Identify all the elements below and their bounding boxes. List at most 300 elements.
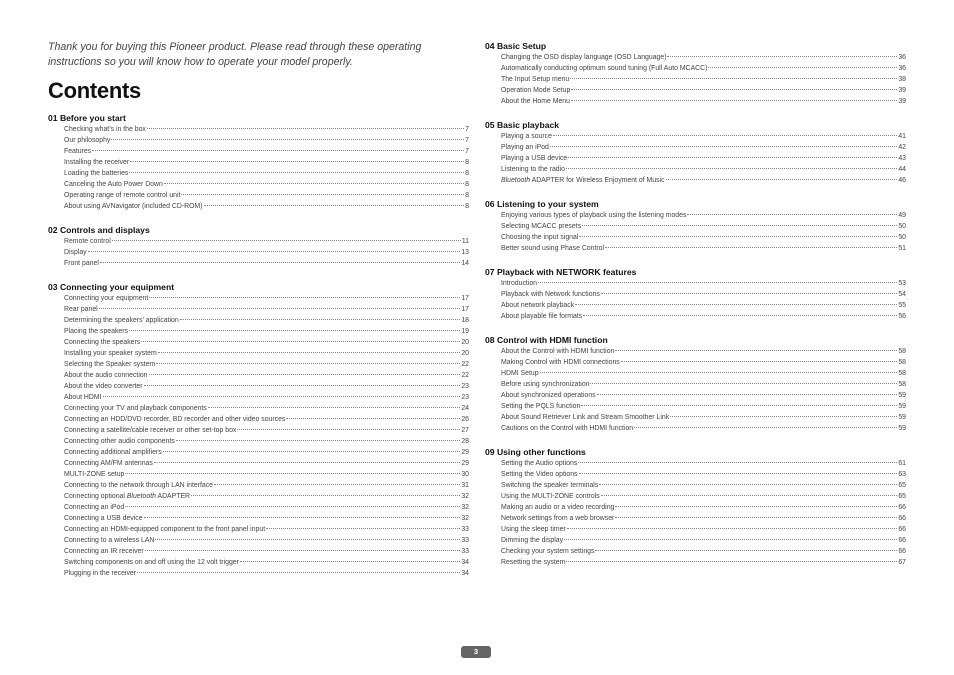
toc-entry[interactable] (485, 412, 906, 423)
dot-leader (176, 440, 461, 441)
toc-entry-page: 66 (898, 504, 906, 511)
toc-entry-page: 20 (461, 350, 469, 357)
toc-entry-page: 66 (898, 526, 906, 533)
toc-entry-page: 7 (465, 126, 469, 133)
dot-leader (149, 297, 460, 298)
dot-leader (615, 506, 897, 507)
section-heading: 04 Basic Setup (485, 41, 547, 51)
toc-entry[interactable] (48, 337, 469, 348)
toc-entry-title: Rear panel (64, 306, 98, 313)
toc-entry-title: Connecting to the network through LAN interface (64, 482, 214, 489)
toc-entry-page: 53 (898, 280, 906, 287)
dot-leader (568, 157, 897, 158)
toc-entry-page: 17 (461, 306, 469, 313)
toc-entry[interactable] (48, 447, 469, 458)
dot-leader (601, 293, 898, 294)
dot-leader (99, 308, 461, 309)
toc-entry-page: 41 (898, 133, 906, 140)
toc-entry-page: 20 (461, 339, 469, 346)
toc-entry-title: Connecting the speakers (64, 339, 141, 346)
dot-leader (129, 330, 460, 331)
toc-entry-title: About the Control with HDMI function (501, 348, 615, 355)
toc-entry-title: Connecting an IR receiver (64, 548, 144, 555)
toc-entry-page: 46 (898, 177, 906, 184)
toc-entry[interactable] (48, 403, 469, 414)
toc-entry[interactable] (48, 135, 469, 146)
toc-entry-title: Listening to the radio (501, 166, 565, 173)
dot-leader (180, 319, 461, 320)
toc-entry-page: 19 (461, 328, 469, 335)
toc-entry-title: Selecting MCACC presets (501, 223, 582, 230)
dot-leader (581, 405, 897, 406)
dot-leader (266, 528, 460, 529)
toc-entry-title: Better sound using Phase Control (501, 245, 605, 252)
toc-entry[interactable] (48, 414, 469, 425)
toc-entry[interactable] (48, 315, 469, 326)
toc-entry[interactable] (48, 469, 469, 480)
toc-entry-title: Connecting optional Bluetooth ADAPTER (64, 493, 191, 500)
toc-entry[interactable] (485, 210, 906, 221)
toc-entry[interactable] (485, 458, 906, 469)
toc-entry[interactable] (485, 357, 906, 368)
toc-entry[interactable] (48, 258, 469, 269)
toc-section (48, 282, 469, 579)
toc-entry[interactable] (485, 153, 906, 164)
toc-entry-page: 50 (898, 223, 906, 230)
dot-leader (666, 179, 898, 180)
toc-entry-page: 32 (461, 493, 469, 500)
toc-entry-page: 8 (465, 181, 469, 188)
toc-entry-title: About synchronized operations (501, 392, 596, 399)
toc-entry-page: 59 (898, 414, 906, 421)
toc-entry[interactable] (485, 232, 906, 243)
dot-leader (112, 240, 461, 241)
toc-entry-title: Our philosophy (64, 137, 111, 144)
toc-entry[interactable] (485, 469, 906, 480)
toc-entry-title: Connecting AM/FM antennas (64, 460, 153, 467)
toc-entry-page: 30 (461, 471, 469, 478)
section-heading: 08 Control with HDMI function (485, 335, 608, 345)
toc-entry-page: 31 (461, 482, 469, 489)
dot-leader (111, 139, 464, 140)
toc-entry-title: About using AVNavigator (included CD-ROM) (64, 203, 203, 210)
toc-entry-title: Connecting additional amplifiers (64, 449, 162, 456)
toc-entry-title: Using the sleep timer (501, 526, 566, 533)
toc-entry[interactable] (485, 390, 906, 401)
dot-leader (567, 528, 898, 529)
dot-leader (599, 484, 897, 485)
toc-entry-title: Enjoying various types of playback using the listening modes (501, 212, 687, 219)
toc-entry[interactable] (48, 425, 469, 436)
toc-entry-title: About the Home Menu (501, 98, 570, 105)
toc-entry[interactable] (48, 179, 469, 190)
toc-entry-page: 23 (461, 383, 469, 390)
toc-entry-page: 55 (898, 302, 906, 309)
toc-entry-page: 63 (898, 471, 906, 478)
toc-entry-title: Selecting the Speaker system (64, 361, 156, 368)
toc-section (48, 113, 469, 212)
toc-entry-page: 34 (461, 570, 469, 577)
toc-entry[interactable] (485, 491, 906, 502)
toc-entry[interactable] (48, 304, 469, 315)
toc-entry-title: Checking what’s in the box (64, 126, 146, 133)
toc-entry-page: 50 (898, 234, 906, 241)
toc-entry[interactable] (485, 480, 906, 491)
toc-entry[interactable] (48, 392, 469, 403)
toc-entry[interactable] (485, 300, 906, 311)
toc-entry-page: 33 (461, 526, 469, 533)
toc-entry[interactable] (485, 289, 906, 300)
toc-entry-title: Loading the batteries (64, 170, 129, 177)
dot-leader (204, 205, 465, 206)
toc-entry[interactable] (48, 458, 469, 469)
toc-entry[interactable] (485, 142, 906, 153)
toc-entry-title: Making an audio or a video recording (501, 504, 615, 511)
section-heading: 07 Playback with NETWORK features (485, 267, 637, 277)
toc-entry-title: Connecting other audio components (64, 438, 175, 445)
dot-leader (670, 416, 897, 417)
toc-section (485, 267, 906, 322)
dot-leader (181, 194, 464, 195)
toc-entry-title: Front panel (64, 260, 99, 267)
toc-entry-page: 17 (461, 295, 469, 302)
dot-leader (144, 385, 461, 386)
toc-entry-title: Connecting an HDD/DVD recorder, BD recorder and other video sources (64, 416, 286, 423)
dot-leader (615, 350, 897, 351)
dot-leader (566, 561, 897, 562)
toc-entry-title: About the audio connection (64, 372, 148, 379)
dot-leader (147, 128, 464, 129)
toc-entry-page: 22 (461, 361, 469, 368)
dot-leader (164, 183, 464, 184)
toc-entry[interactable] (485, 401, 906, 412)
toc-entry-title: Dimming the display (501, 537, 564, 544)
toc-entry-page: 59 (898, 403, 906, 410)
dot-leader (540, 372, 898, 373)
toc-entry-title: Introduction (501, 280, 538, 287)
toc-entry[interactable] (485, 243, 906, 254)
toc-entry[interactable] (485, 63, 906, 74)
toc-entry-page: 22 (461, 372, 469, 379)
toc-entry[interactable] (48, 146, 469, 157)
toc-entry-title: About Sound Retriever Link and Stream Smoother Link (501, 414, 670, 421)
page-number-badge: 3 (461, 646, 491, 658)
toc-entry[interactable] (48, 236, 469, 247)
toc-entry-page: 59 (898, 425, 906, 432)
dot-leader (564, 539, 897, 540)
dot-leader (149, 374, 461, 375)
toc-entry-page: 24 (461, 405, 469, 412)
toc-entry-title: Plugging in the receiver (64, 570, 137, 577)
dot-leader (634, 427, 897, 428)
toc-entry-title: Connecting an iPod (64, 504, 125, 511)
dot-leader (208, 407, 461, 408)
toc-entry[interactable] (48, 168, 469, 179)
dot-leader (240, 561, 460, 562)
section-heading: 01 Before you start (48, 113, 126, 123)
toc-entry-title: Connecting your TV and playback components (64, 405, 207, 412)
toc-entry-page: 59 (898, 392, 906, 399)
toc-entry-page: 56 (898, 313, 906, 320)
toc-entry[interactable] (48, 247, 469, 258)
toc-entry-page: 8 (465, 192, 469, 199)
toc-entry-title: Network settings from a web browser (501, 515, 615, 522)
toc-entry[interactable] (485, 164, 906, 175)
toc-entry[interactable] (48, 524, 469, 535)
toc-entry-title: Using the MULTI-ZONE controls (501, 493, 600, 500)
toc-entry[interactable] (48, 359, 469, 370)
toc-entry-title: Connecting an HDMI-equipped component to the front panel input (64, 526, 266, 533)
toc-entry-title: Playing a source (501, 133, 552, 140)
toc-entry[interactable] (48, 546, 469, 557)
toc-entry[interactable] (485, 524, 906, 535)
toc-entry-page: 32 (461, 504, 469, 511)
toc-entry-title: Resetting the system (501, 559, 566, 566)
dot-leader (137, 572, 460, 573)
toc-entry-title: Features (64, 148, 92, 155)
toc-entry-title: Switching the speaker terminals (501, 482, 599, 489)
toc-entry[interactable] (485, 346, 906, 357)
dot-leader (154, 462, 460, 463)
dot-leader (571, 100, 897, 101)
dot-leader (578, 462, 897, 463)
dot-leader (579, 473, 898, 474)
toc-entry-title: Changing the OSD display language (OSD Language) (501, 54, 667, 61)
toc-entry-page: 38 (898, 76, 906, 83)
toc-entry[interactable] (485, 379, 906, 390)
toc-entry[interactable] (48, 348, 469, 359)
toc-entry[interactable] (485, 311, 906, 322)
toc-entry[interactable] (485, 535, 906, 546)
toc-entry-title: Playing an iPod (501, 144, 549, 151)
toc-entry[interactable] (48, 535, 469, 546)
section-heading: 05 Basic playback (485, 120, 560, 130)
toc-entry-page: 34 (461, 559, 469, 566)
dot-leader (605, 247, 897, 248)
dot-leader (590, 383, 897, 384)
toc-entry[interactable] (485, 52, 906, 63)
toc-entry-title: About playable file formats (501, 313, 583, 320)
toc-entry-page: 42 (898, 144, 906, 151)
toc-entry[interactable] (48, 381, 469, 392)
toc-entry-title: Automatically conducting optimum sound tuning (Full Auto MCACC) (501, 65, 708, 72)
toc-entry-title: Installing the receiver (64, 159, 130, 166)
toc-entry-title: About HDMI (64, 394, 102, 401)
toc-entry-title: Setting the Audio options (501, 460, 578, 467)
toc-entry-page: 7 (465, 148, 469, 155)
dot-leader (579, 236, 897, 237)
toc-entry[interactable] (485, 557, 906, 568)
toc-section (485, 199, 906, 254)
dot-leader (575, 304, 897, 305)
dot-leader (582, 225, 897, 226)
toc-entry-page: 27 (461, 427, 469, 434)
toc-entry-title: Installing your speaker system (64, 350, 157, 357)
toc-entry-title: Checking your system settings (501, 548, 595, 555)
dot-leader (129, 172, 464, 173)
toc-entry-title: Bluetooth ADAPTER for Wireless Enjoyment of Music (501, 177, 665, 184)
toc-entry-title: Operating range of remote control unit (64, 192, 181, 199)
toc-entry-page: 66 (898, 537, 906, 544)
toc-entry[interactable] (48, 326, 469, 337)
toc-entry-title: MULTI-ZONE setup (64, 471, 125, 478)
toc-entry[interactable] (48, 370, 469, 381)
dot-leader (163, 451, 461, 452)
toc-entry-page: 61 (898, 460, 906, 467)
toc-entry-page: 58 (898, 348, 906, 355)
dot-leader (566, 168, 897, 169)
toc-entry-page: 51 (898, 245, 906, 252)
intro-text: Thank you for buying this Pioneer product. Please read through these operating instructions so you will know how to operate your model properly. (48, 41, 422, 68)
dot-leader (125, 473, 460, 474)
toc-entry[interactable] (48, 293, 469, 304)
toc-entry-page: 44 (898, 166, 906, 173)
toc-entry-title: Display (64, 249, 87, 256)
toc-entry-page: 36 (898, 65, 906, 72)
toc-entry[interactable] (48, 190, 469, 201)
toc-entry-title: Setting the Video options (501, 471, 578, 478)
toc-entry-title: About the video converter (64, 383, 143, 390)
toc-entry-page: 28 (461, 438, 469, 445)
toc-entry[interactable] (485, 131, 906, 142)
toc-entry-title: Making Control with HDMI connections (501, 359, 620, 366)
toc-entry-title: Operation Mode Setup (501, 87, 571, 94)
section-heading: 02 Controls and displays (48, 225, 150, 235)
toc-entry-page: 8 (465, 159, 469, 166)
section-heading: 09 Using other functions (485, 447, 586, 457)
toc-entry-title: Connecting your equipment (64, 295, 149, 302)
toc-entry-title: The Input Setup menu (501, 76, 570, 83)
toc-entry-page: 65 (898, 482, 906, 489)
dot-leader (595, 550, 897, 551)
dot-leader (125, 506, 460, 507)
toc-entry[interactable] (485, 96, 906, 107)
dot-leader (538, 282, 897, 283)
toc-section (48, 225, 469, 269)
page-title: Contents (48, 78, 141, 103)
dot-leader (145, 550, 461, 551)
toc-entry-page: 66 (898, 515, 906, 522)
toc-entry[interactable] (485, 85, 906, 96)
toc-entry-title: Canceling the Auto Power Down (64, 181, 163, 188)
toc-entry[interactable] (48, 513, 469, 524)
dot-leader (553, 135, 897, 136)
toc-entry-title: Connecting to a wireless LAN (64, 537, 155, 544)
toc-entry-page: 7 (465, 137, 469, 144)
toc-entry[interactable] (48, 502, 469, 513)
dot-leader (615, 517, 897, 518)
toc-entry-page: 32 (461, 515, 469, 522)
dot-leader (687, 214, 897, 215)
dot-leader (571, 89, 897, 90)
dot-leader (597, 394, 898, 395)
section-heading: 06 Listening to your system (485, 199, 599, 209)
dot-leader (191, 495, 460, 496)
toc-entry[interactable] (485, 502, 906, 513)
toc-entry-page: 29 (461, 449, 469, 456)
dot-leader (100, 262, 460, 263)
toc-entry-page: 26 (461, 416, 469, 423)
dot-leader (156, 363, 460, 364)
toc-entry-page: 58 (898, 359, 906, 366)
toc-entry-title: Playback with Network functions (501, 291, 600, 298)
dot-leader (88, 251, 461, 252)
toc-entry-title: Playing a USB device (501, 155, 568, 162)
toc-entry-page: 58 (898, 370, 906, 377)
toc-section (485, 447, 906, 568)
toc-entry-page: 11 (461, 238, 469, 245)
toc-entry[interactable] (48, 201, 469, 212)
dot-leader (570, 78, 897, 79)
toc-entry-page: 33 (461, 537, 469, 544)
toc-entry-title: Setting the PQLS function (501, 403, 581, 410)
toc-entry-page: 43 (898, 155, 906, 162)
toc-entry[interactable] (48, 480, 469, 491)
toc-entry-page: 54 (898, 291, 906, 298)
dot-leader (144, 517, 461, 518)
toc-entry[interactable] (48, 436, 469, 447)
dot-leader (583, 315, 897, 316)
toc-entry-title: Before using synchronization (501, 381, 590, 388)
toc-entry[interactable] (48, 157, 469, 168)
toc-entry[interactable] (48, 557, 469, 568)
toc-entry-title: Connecting a USB device (64, 515, 143, 522)
toc-entry[interactable] (485, 368, 906, 379)
dot-leader (550, 146, 897, 147)
dot-leader (158, 352, 461, 353)
toc-entry-title: Choosing the input signal (501, 234, 579, 241)
toc-entry[interactable] (485, 175, 906, 186)
dot-leader (130, 161, 464, 162)
toc-entry[interactable] (48, 568, 469, 579)
toc-entry[interactable] (485, 278, 906, 289)
toc-entry-title: HDMI Setup (501, 370, 539, 377)
dot-leader (621, 361, 898, 362)
toc-entry-title: Connecting a satellite/cable receiver or other set-top box (64, 427, 237, 434)
dot-leader (141, 341, 460, 342)
toc-entry[interactable] (485, 513, 906, 524)
toc-section (485, 120, 906, 186)
dot-leader (92, 150, 464, 151)
toc-section (485, 335, 906, 434)
toc-entry-page: 58 (898, 381, 906, 388)
toc-entry[interactable] (485, 546, 906, 557)
toc-entry-page: 8 (465, 170, 469, 177)
toc-entry-page: 13 (461, 249, 469, 256)
toc-section (485, 41, 906, 107)
toc-entry[interactable] (485, 74, 906, 85)
toc-entry-page: 39 (898, 87, 906, 94)
toc-entry-page: 65 (898, 493, 906, 500)
toc-entry[interactable] (485, 221, 906, 232)
dot-leader (601, 495, 898, 496)
toc-entry-page: 36 (898, 54, 906, 61)
toc-entry-page: 18 (461, 317, 469, 324)
toc-entry[interactable] (485, 423, 906, 434)
toc-entry-page: 49 (898, 212, 906, 219)
toc-entry[interactable] (48, 491, 469, 502)
toc-entry-page: 66 (898, 548, 906, 555)
toc-entry-title: Cautions on the Control with HDMI function (501, 425, 634, 432)
dot-leader (708, 67, 897, 68)
toc-entry-title: Remote control (64, 238, 111, 245)
toc-entry[interactable] (48, 124, 469, 135)
dot-leader (286, 418, 460, 419)
dot-leader (214, 484, 460, 485)
toc-entry-page: 33 (461, 548, 469, 555)
toc-entry-page: 67 (898, 559, 906, 566)
toc-entry-page: 39 (898, 98, 906, 105)
